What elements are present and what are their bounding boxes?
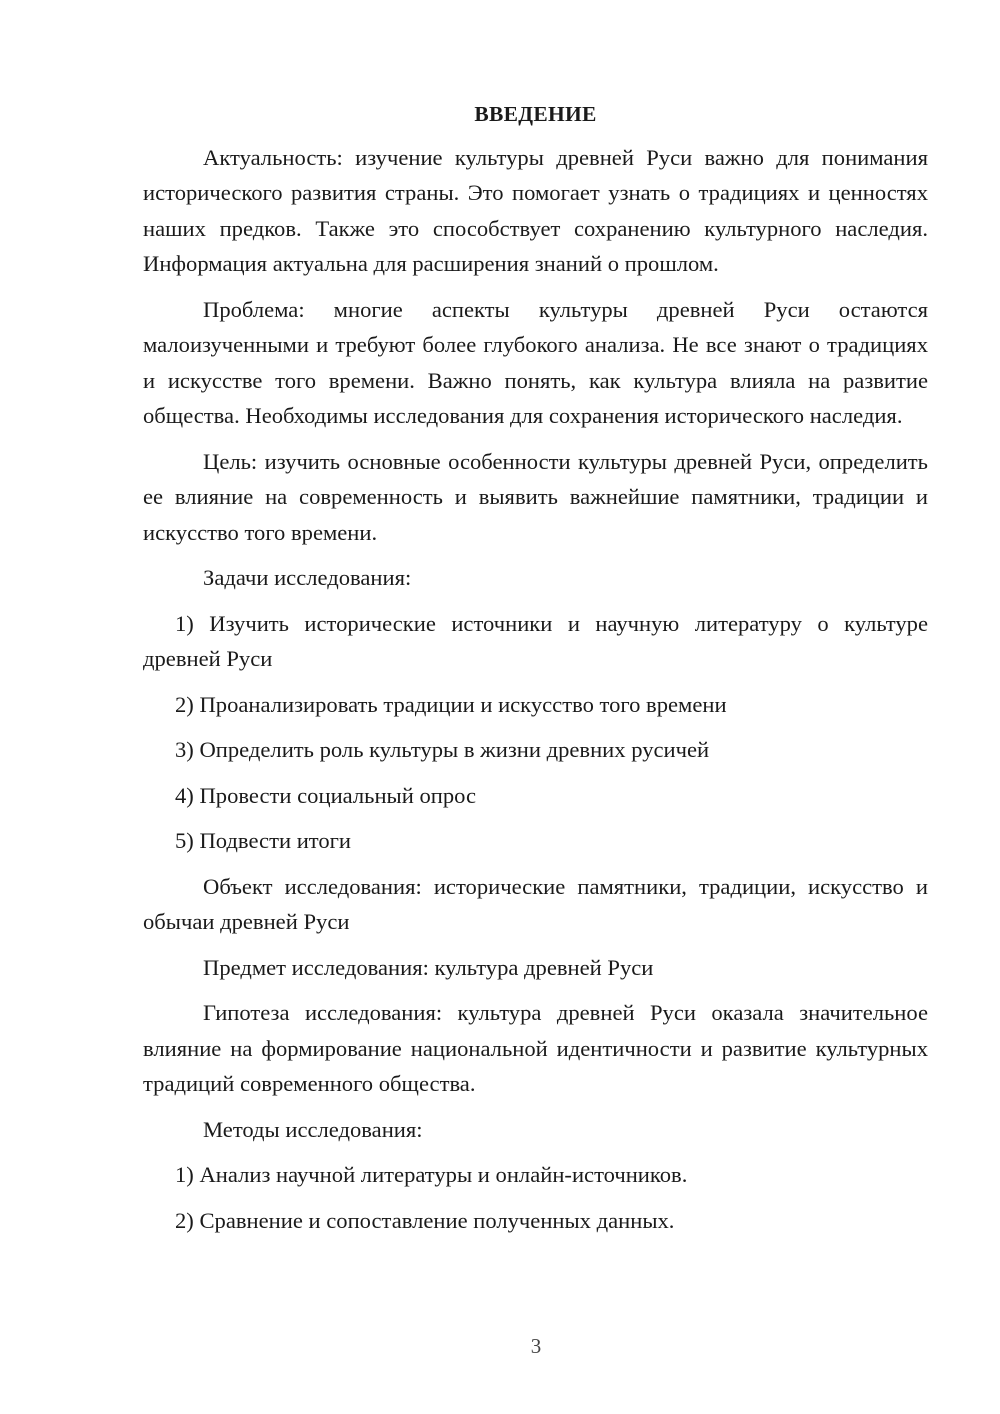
goal-paragraph: Цель: изучить основные особенности культуры древней Руси, определить ее влияние на современность и выявить важнейшие памятники, традиции и искусство того времени. [143,448,928,545]
subject-paragraph: Предмет исследования: культура древней Руси [203,954,654,980]
section-title: ВВЕДЕНИЕ [474,102,597,126]
task-item: 3) Определить роль культуры в жизни древних русичей [175,737,710,762]
hypothesis-paragraph: Гипотеза исследования: культура древней Руси оказала значительное влияние на формирование национальной идентичности и развитие культурных традиций современного общества. [143,1000,928,1096]
method-item: 2) Сравнение и сопоставление полученных данных. [175,1207,675,1233]
relevance-paragraph: Актуальность: изучение культуры древней Руси важно для понимания исторического развития страны. Это помогает узнать о традициях и ценностях наших предков. Также это способствует сохранению культурного наследия. Информация актуальна для расширения знаний о прошлом. [143,144,928,276]
task-item: 2) Проанализировать традиции и искусство того времени [175,691,727,717]
methods-heading: Методы исследования: [203,1116,423,1142]
task-item: 5) Подвести итоги [175,828,352,853]
task-item: 4) Провести социальный опрос [175,782,477,808]
tasks-heading: Задачи исследования: [203,565,412,590]
document-page [143,97,928,1248]
object-paragraph: Объект исследования: исторические памятники, традиции, искусство и обычаи древней Руси [143,873,928,934]
task-item: 1) Изучить исторические источники и научную литературу о культуре древней Руси [143,610,928,671]
method-item: 1) Анализ научной литературы и онлайн-источников. [175,1162,688,1187]
problem-paragraph: Проблема: многие аспекты культуры древней Руси остаются малоизученными и требуют более глубокого анализа. Не все знают о традициях и искусстве того времени. Важно понять, как культура влияла на развитие общества. Необходимы исследования для сохранения исторического наследия. [143,296,928,428]
page-number: 3 [530,1334,542,1358]
